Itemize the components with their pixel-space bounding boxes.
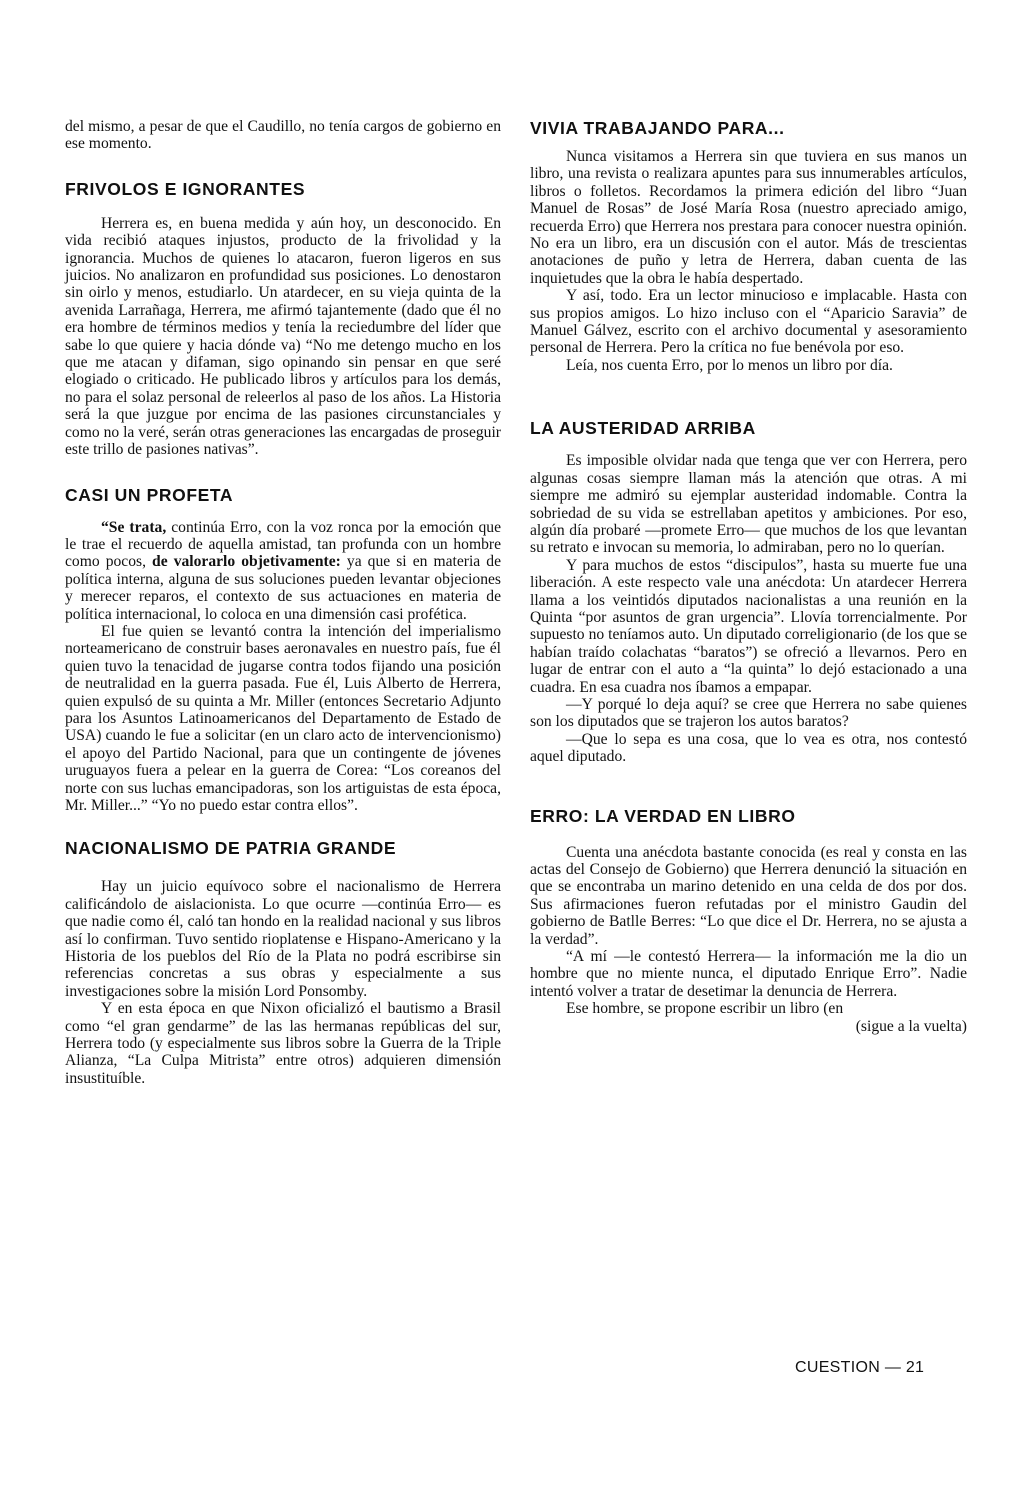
paragraph-frivolos: Herrera es, en buena medida y aún hoy, un desconocido. En vida recibió ataques injustos, producto de la frivolidad y la ignorancia. Muchos de quienes lo atacaron, fueron ligeros en sus juicios. No analizaron en profundidad sus posiciones. Lo denostaron sin oirlo y menos, estudiarlo. Un atardecer, en su vieja quinta de la avenida Larrañaga, Herrera, me afirmó tajantemente (dado que él no era hombre de términos medios y tenía la reciedumbre del líder que sabe lo que quiere y hacia dónde va) “No me detengo mucho en los que me atacan y difaman, sigo opinando sin pensar en que seré elogiado o criticado. He publicado libros y artículos para los demás, no para el solaz personal de releerlos al paso de los años. La Historia será la que juzgue por encima de las pasiones circunstanciales y como no la veré, serán otras generaciones las encargadas de proseguir este trillo de pasiones nativas”. bbox=[65, 214, 501, 459]
paragraph-casi-profeta-2: El fue quien se levantó contra la intención del imperialismo norteamericano de construir bases aeronavales en nuestro país, fue él quien tuvo la tenacidad de jugarse contra todos fijando una posición de neutralidad en la guerra pasada. Fue él, Luis Alberto de Herrera, quien expulsó de su quinta a Mr. Miller (entonces Secretario Adjunto para los Asuntos Latinoamericanos del Departamento de Estado de USA) cuando le fue a solicitar (en un claro acto de intervencionismo) el apoyo del Partido Nacional, para que un contingente de jóvenes uruguayos fuera a pelear en la guerra de Corea: “Los coreanos del norte con sus luchas emancipadoras, son los artiguistas de esta época, Mr. Miller...” “Yo no puedo estar contra ellos”. bbox=[65, 622, 501, 814]
text-run: continúa Erro, con la voz ronca por la emoción que le trae el recuerdo de aquella amistad, tan profunda con un hombre como pocos, bbox=[65, 518, 502, 571]
paragraph-vivia-1: Nunca visitamos a Herrera sin que tuviera en sus manos un libro, una revista o realizara apuntes para sus innumerables artículos, libros o folletos. Recordamos la primera edición del libro “Juan Manuel de Rosas” de José María Rosa (nuestro apreciado amigo, recuerda Erro) que Herrera nos prestara para conocer nuestra opinión. No era un libro, era un discusión con el autor. Más de trescientas anotaciones de puño y letra de Herrera, daban cuenta de las inquietudes que la obra le había despertado. bbox=[530, 148, 967, 287]
heading-nacionalismo: NACIONALISMO DE PATRIA GRANDE bbox=[65, 838, 397, 859]
paragraph-erro-2: “A mí —le contestó Herrera— la información me la dio un hombre que no miente nunca, el diputado Enrique Erro”. Nadie intentó volver a tratar de desetimar la denuncia de Herrera. bbox=[530, 948, 967, 1000]
heading-frivolos: FRIVOLOS E IGNORANTES bbox=[65, 178, 306, 199]
heading-erro-verdad: ERRO: LA VERDAD EN LIBRO bbox=[530, 805, 796, 826]
paragraph-austeridad-4: —Que lo sepa es una cosa, que lo vea es otra, nos contestó aquel diputado. bbox=[530, 730, 967, 766]
heading-casi-profeta: CASI UN PROFETA bbox=[65, 484, 234, 505]
right-column bbox=[530, 118, 967, 1035]
left-column bbox=[65, 118, 501, 1087]
heading-vivia-trabajando: VIVIA TRABAJANDO PARA... bbox=[530, 118, 785, 138]
paragraph-erro-1: Cuenta una anécdota bastante conocida (es real y consta en las actas del Consejo de Gobierno) que Herrera denunció la situación en que se encontraba un marino detenido en una celda de dos por dos. Sus afirmaciones fueron refutadas por el ministro Gaudin del gobierno de Batlle Berres: “Lo que dice el Dr. Herrera, no se ajusta a la verdad”. bbox=[530, 843, 967, 948]
paragraph-nacionalismo-1: Hay un juicio equívoco sobre el nacionalismo de Herrera calificándolo de aislacionista. Lo que ocurre —continúa Erro— es que nadie como él, caló tan hondo en la realidad nacional y sus libros así lo confirman. Tuvo sentido rioplatense e Hispano-Americano y la Historia de los pueblos del Río de la Plata no podrá escribirse sin referencias concretas a sus obras y especialmente a sus investigaciones sobre la misión Lord Ponsomby. bbox=[65, 878, 501, 1000]
heading-austeridad: LA AUSTERIDAD ARRIBA bbox=[530, 418, 756, 439]
paragraph-austeridad-3: —Y porqué lo deja aquí? se cree que Herrera no sabe quienes son los diputados que se trajeron los autos baratos? bbox=[530, 695, 967, 731]
intro-paragraph: del mismo, a pesar de que el Caudillo, no tenía cargos de gobierno en ese momento. bbox=[65, 118, 501, 153]
paragraph-casi-profeta-1 bbox=[65, 519, 501, 623]
page-footer: CUESTION — 21 bbox=[795, 1359, 925, 1376]
paragraph-vivia-2: Y así, todo. Era un lector minucioso e implacable. Hasta con sus propios amigos. Lo hizo incluso con el “Aparicio Saravia” de Manuel Gálvez, escrito con el archivo documental y asesoramiento personal de Herrera. Pero la crítica no fue benévola por eso. bbox=[530, 287, 967, 357]
bold-phrase: de valorarlo objetivamente: bbox=[152, 553, 341, 571]
bold-phrase: “Se trata, bbox=[101, 518, 167, 536]
text-run: ya que si en materia de política interna, alguna de sus soluciones pueden levantar objeciones y merecer reparos, el contexto de sus actuaciones en materia de política internacional, lo coloca en una dimensión casi profética. bbox=[65, 553, 501, 623]
paragraph-austeridad-1: Es imposible olvidar nada que tenga que ver con Herrera, pero algunas cosas siempre llaman más la atención que otras. A mi siempre me admiró su ejemplar austeridad indomable. Contra la sobriedad de su vida se estrellaban apetitos y ambiciones. Por eso, algún día probaré —promete Erro— que muchos de los que levantan su retrato e invocan su memoria, lo admiraban, pero no lo querían. bbox=[530, 452, 967, 557]
paragraph-austeridad-2: Y para muchos de estos “discipulos”, hasta su muerte fue una liberación. A este respecto vale una anécdota: Un atardecer Herrera llama a los veintidós diputados nacionalistas a una reunión en la Quinta “por asuntos de gran urgencia”. Llovía torrencialmente. Por supuesto no teníamos auto. Un diputado correligionario (de los que se habían traído colachatas “baratos”) se ofreció a llevarnos. Pero en lugar de entrar con el auto a “la quinta” lo dejó estacionado a una cuadra. En esa cuadra nos íbamos a empapar. bbox=[530, 556, 967, 696]
continued-note: (sigue a la vuelta) bbox=[855, 1017, 967, 1035]
paragraph-erro-3: Ese hombre, se propone escribir un libro (en bbox=[566, 1000, 844, 1018]
paragraph-nacionalismo-2: Y en esta época en que Nixon oficializó el bautismo a Brasil como “el gran gendarme” de las las hermanas repúblicas del sur, Herrera todo (y especialmente sus libros sobre la Guerra de la Triple Alianza, “La Culpa Mitrista” entre otros) adquieren dimensión insustituíble. bbox=[65, 1000, 501, 1087]
paragraph-vivia-3: Leía, nos cuenta Erro, por lo menos un libro por día. bbox=[566, 356, 893, 374]
